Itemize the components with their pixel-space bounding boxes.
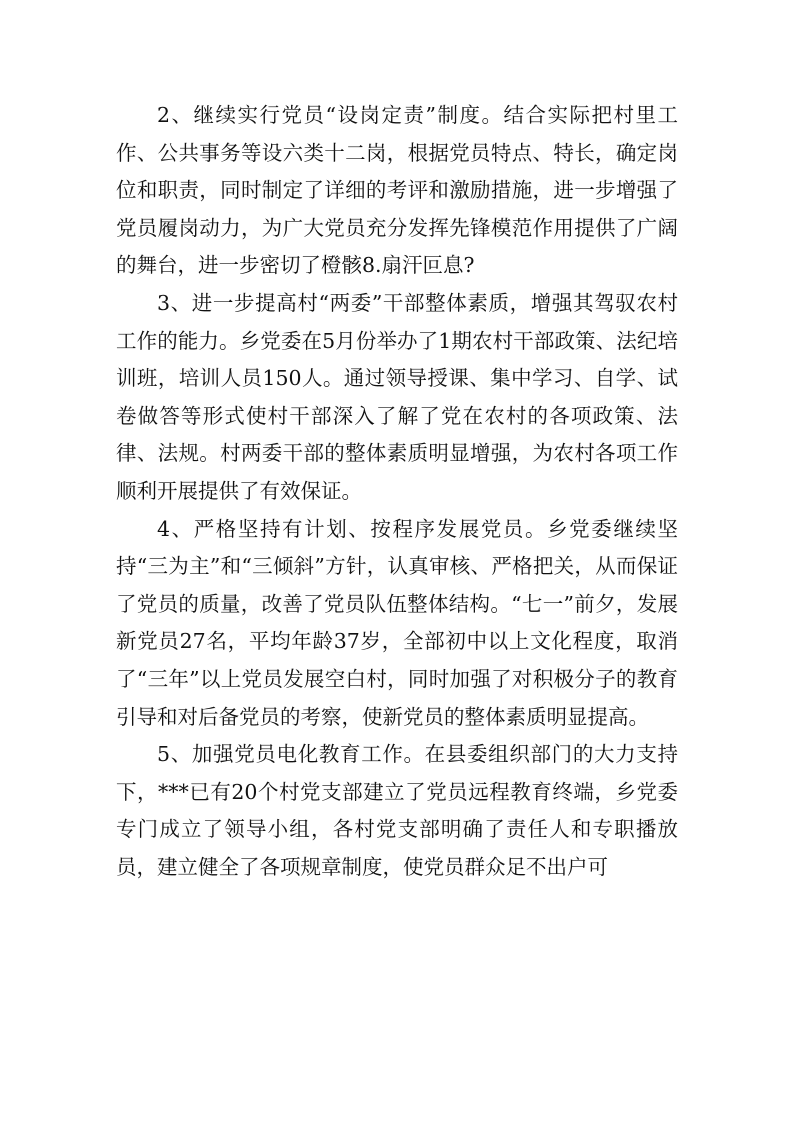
paragraph-2-post-responsibility: 2、继续实行党员“设岗定责”制度。结合实际把村里工作、公共事务等设六类十二岗，根据党员特点、特长，确定岗位和职责，同时制定了详细的考评和激励措施，进一步增强了党员履岗动力，为广大党员充分发挥先锋模范作用提供了广阔的舞台，进一步密切了橙骸8.扇汗叵息? [116, 103, 678, 278]
paragraph-5-electronic-education: 5、加强党员电化教育工作。在县委组织部门的大力支持下，***已有20个村党支部建立了党员远程教育终端，乡党委专门成立了领导小组，各村党支部明确了责任人和专职播放员，建立健全了各项规章制度，使党员群众足不出户可 [116, 742, 678, 879]
paragraph-4-member-development: 4、严格坚持有计划、按程序发展党员。乡党委继续坚持“三为主”和“三倾斜”方针，认真审核、严格把关，从而保证了党员的质量，改善了党员队伍整体结构。“七一”前夕，发展新党员27名，平均年龄37岁，全部初中以上文化程度，取消了“三年”以上党员发展空白村，同时加强了对积极分子的教育引导和对后备党员的考察，使新党员的整体素质明显提高。 [116, 516, 678, 729]
document-body [116, 97, 678, 886]
paragraph-3-cadre-quality: 3、进一步提高村“两委”干部整体素质，增强其驾驭农村工作的能力。乡党委在5月份举办了1期农村干部政策、法纪培训班，培训人员150人。通过领导授课、集中学习、自学、试卷做答等形式使村干部深入了解了党在农村的各项政策、法律、法规。村两委干部的整体素质明显增强，为农村各项工作顺利开展提供了有效保证。 [116, 290, 678, 503]
